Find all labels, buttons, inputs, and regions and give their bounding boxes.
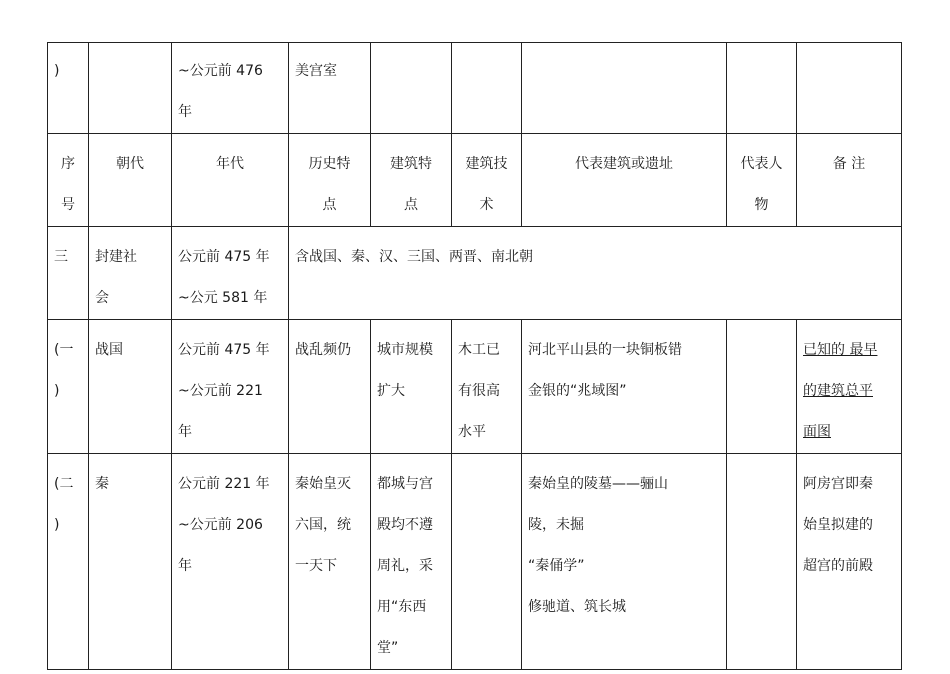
header-dynasty: 朝代 [89,134,172,227]
table-header-row [48,134,902,227]
cell-history: 美宫室 [289,43,371,134]
cell-dynasty: 秦 [89,454,172,670]
header-arch-feature: 建筑特 点 [371,134,452,227]
cell-note: 已知的 最早 的建筑总平 面图 [797,320,902,454]
cell-note: 阿房宫即秦 始皇拟建的 超宫的前殿 [797,454,902,670]
table-row [48,43,902,134]
cell-dynasty: 封建社 会 [89,227,172,320]
cell-technique [452,454,522,670]
cell-index: (一 ) [48,320,89,454]
cell-period: 公元前 475 年 ~公元前 221 年 [172,320,289,454]
cell-span-description: 含战国、秦、汉、三国、两晋、南北朝 [289,227,902,320]
dynasty-architecture-table [47,42,902,670]
cell-representative-building [522,43,727,134]
cell-person [727,320,797,454]
header-person: 代表人 物 [727,134,797,227]
table-row [48,454,902,670]
cell-period: 公元前 475 年 ~公元 581 年 [172,227,289,320]
header-history: 历史特 点 [289,134,371,227]
cell-note [797,43,902,134]
header-representative-building: 代表建筑或遗址 [522,134,727,227]
table-row [48,320,902,454]
header-technique: 建筑技 术 [452,134,522,227]
cell-arch-feature: 城市规模 扩大 [371,320,452,454]
cell-dynasty [89,43,172,134]
cell-representative-building: 秦始皇的陵墓——骊山 陵，未掘 “秦俑学” 修驰道、筑长城 [522,454,727,670]
header-period: 年代 [172,134,289,227]
cell-technique: 木工已 有很高 水平 [452,320,522,454]
cell-index: (二 ) [48,454,89,670]
cell-arch-feature [371,43,452,134]
cell-person [727,454,797,670]
table-row [48,227,902,320]
cell-technique [452,43,522,134]
cell-history: 秦始皇灭 六国，统 一天下 [289,454,371,670]
cell-arch-feature: 都城与宫 殿均不遵 周礼，采 用“东西 堂” [371,454,452,670]
cell-index: ) [48,43,89,134]
cell-representative-building: 河北平山县的一块铜板错 金银的“兆域图” [522,320,727,454]
cell-dynasty: 战国 [89,320,172,454]
header-note: 备 注 [797,134,902,227]
header-index: 序 号 [48,134,89,227]
cell-index: 三 [48,227,89,320]
cell-period: 公元前 221 年 ~公元前 206 年 [172,454,289,670]
cell-history: 战乱频仍 [289,320,371,454]
cell-period: ~公元前 476 年 [172,43,289,134]
cell-person [727,43,797,134]
